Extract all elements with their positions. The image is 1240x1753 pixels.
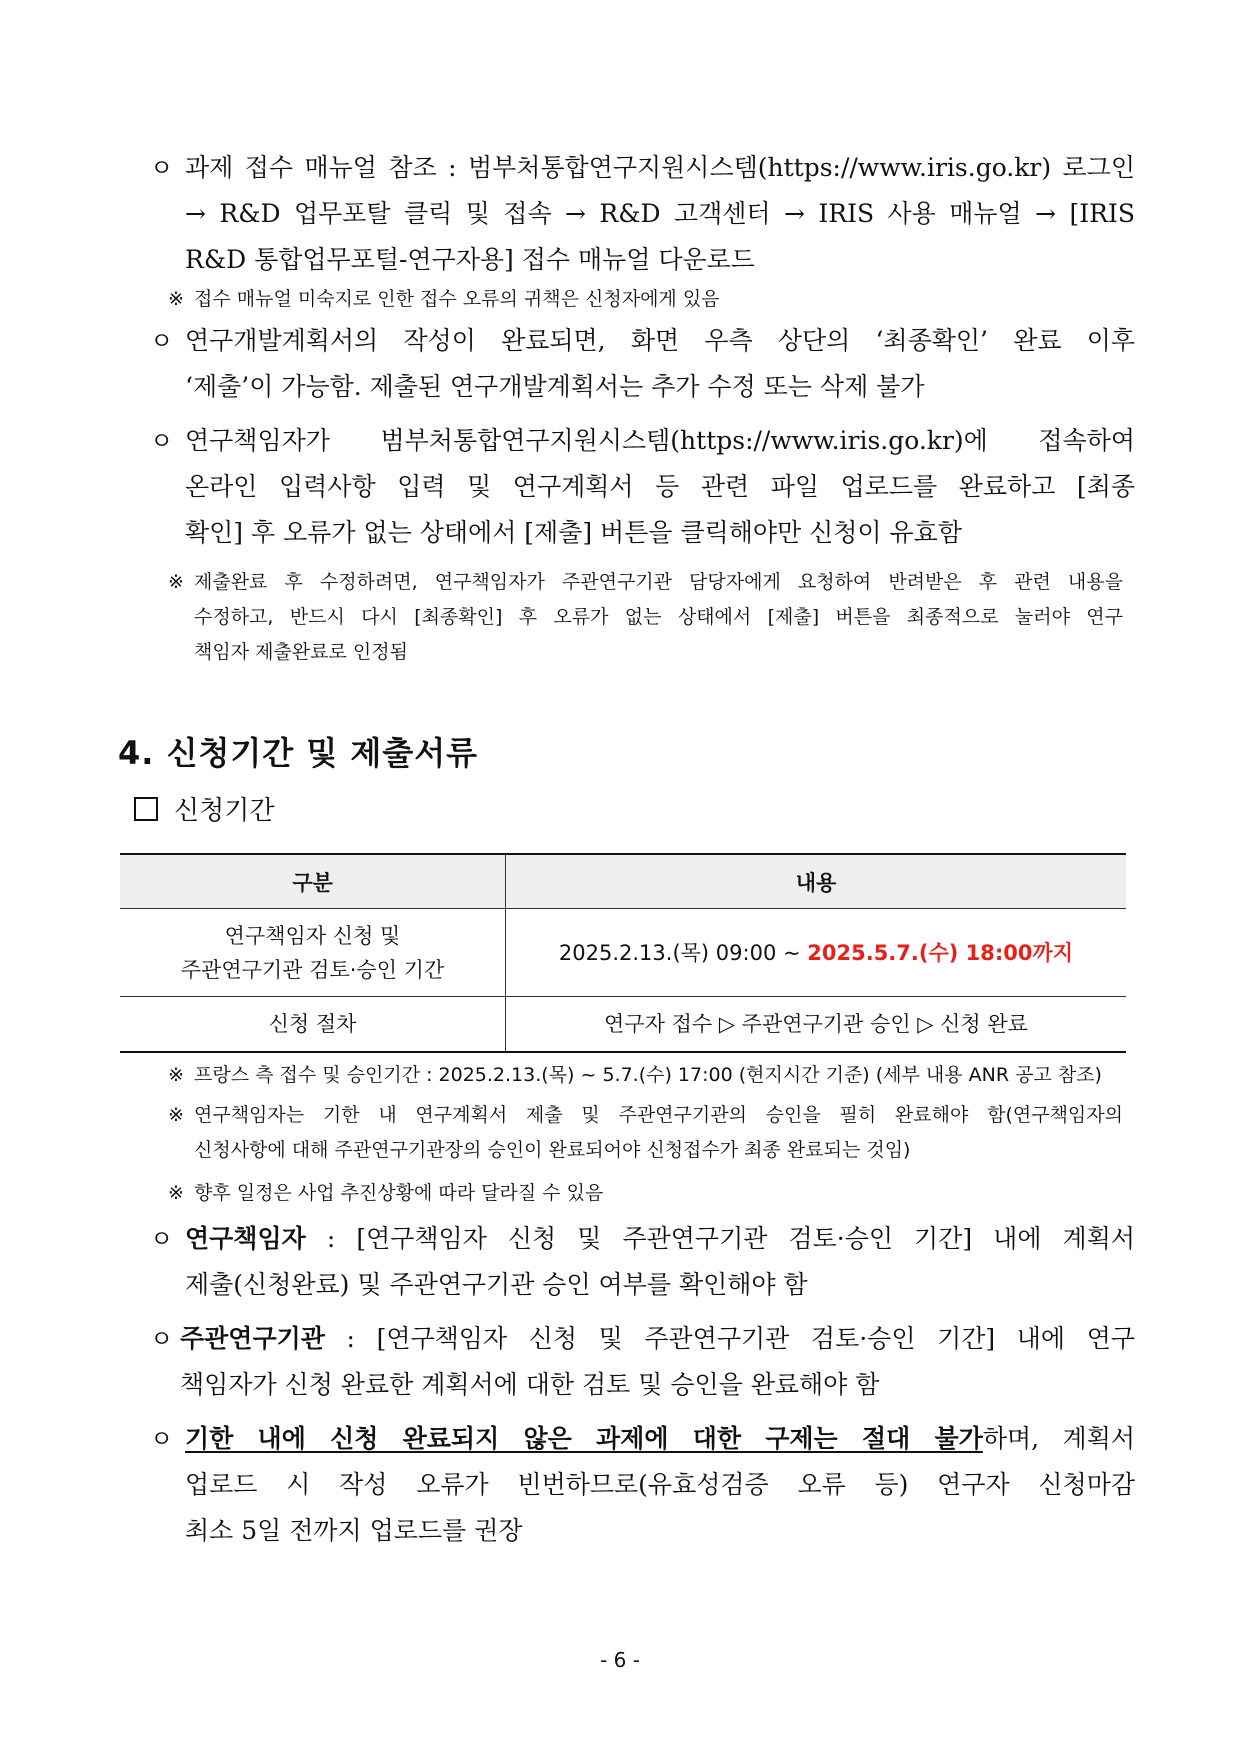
bullet-mark: ㅇ [150,327,174,355]
note-line: 신청사항에 대해 주관연구기관장의 승인이 완료되어야 신청접수가 최종 완료되는 것임) [194,1139,911,1161]
text-line: 확인] 후 오류가 없는 상태에서 [제출] 버튼을 클릭해야만 신청이 유효함 [185,518,962,547]
note-line: 연구책임자는 기한 내 연구계획서 제출 및 주관연구기관의 승인을 필히 완료해야 함(연구책임자의 [194,1104,1123,1126]
note-mark: ※ [168,1104,184,1126]
note-line: 향후 일정은 사업 추진상황에 따라 달라질 수 있음 [194,1182,604,1204]
row-label-line: 연구책임자 신청 및 [224,923,401,948]
text-line: 최소 5일 전까지 업로드를 권장 [185,1516,523,1545]
text-line [185,1416,1135,1462]
page-number: - 6 - [600,1648,640,1672]
bullet-mark: ㅇ [150,154,174,182]
underlined-warning: 기한 내에 신청 완료되지 않은 과제에 대한 구제는 절대 불가 [185,1424,983,1453]
bullet-principal-investigator [150,1216,1135,1308]
bullet-manual-reference [150,145,1135,283]
row-label-line: 주관연구기관 검토·승인 기간 [180,957,445,982]
note-line: 제출완료 후 수정하려면, 연구책임자가 주관연구기관 담당자에게 요청하여 반려받은 후 관련 내용을 [194,571,1123,593]
note-line: 수정하고, 반드시 다시 [최종확인] 후 오류가 없는 상태에서 [제출] 버튼을 최종적으로 눌러야 연구 [194,606,1123,628]
row-label: 신청 절차 [120,997,506,1053]
text-line: 과제 접수 매뉴얼 참조 : 범부처통합연구지원시스템(https://www.iris.go.kr) 로그인 [185,153,1135,182]
text-span: : [연구책임자 신청 및 주관연구기관 검토·승인 기간] 내에 계획서 [305,1224,1135,1253]
table-row [120,909,1126,997]
note-mark: ※ [168,571,184,593]
subsection-title [134,790,274,827]
note-france-period [168,1058,1123,1093]
row-value: 연구자 접수 ▷ 주관연구기관 승인 ▷ 신청 완료 [506,997,1127,1053]
bullet-mark: ㅇ [150,1425,174,1453]
table-row [120,997,1126,1053]
text-line: 연구개발계획서의 작성이 완료되면, 화면 우측 상단의 ‘최종확인’ 완료 이후 [185,326,1135,355]
note-line: 책임자 제출완료로 인정됨 [194,641,408,663]
checkbox-square-icon [134,797,158,821]
note-line: 접수 매뉴얼 미숙지로 인한 접수 오류의 귀책은 신청자에게 있음 [194,288,720,310]
note-manual-responsibility [168,282,1123,317]
note-mark: ※ [168,1064,184,1086]
bullet-mark: ㅇ [150,1225,174,1253]
text-line: 온라인 입력사항 입력 및 연구계획서 등 관련 파일 업로드를 완료하고 [최종 [185,472,1135,501]
text-line: 연구책임자가 범부처통합연구지원시스템(https://www.iris.go.kr)에 접속하여 [185,426,1135,455]
table-header-row [120,854,1126,909]
section-title: 4. 신청기간 및 제출서류 [118,734,479,772]
header-category: 구분 [120,854,506,909]
row-value [506,909,1127,997]
text-line: 제출(신청완료) 및 주관연구기관 승인 여부를 확인해야 함 [185,1270,808,1299]
text-line: 책임자가 신청 완료한 계획서에 대한 검토 및 승인을 완료해야 함 [180,1370,880,1399]
bullet-host-institution [150,1316,1135,1408]
text-line: → R&D 업무포탈 클릭 및 접속 → R&D 고객센터 → IRIS 사용 매뉴얼 → [IRIS [185,199,1135,228]
note-mark: ※ [168,288,184,310]
note-resubmission [168,565,1123,670]
application-period-table [120,853,1126,1053]
bullet-mark: ㅇ [150,427,174,455]
subsection-label: 신청기간 [174,796,275,826]
bullet-submission-validity [150,418,1135,556]
period-start: 2025.2.13.(목) 09:00 ~ [558,940,808,965]
header-content: 내용 [506,854,1127,909]
period-end-deadline: 2025.5.7.(수) 18:00까지 [807,940,1074,965]
note-mark: ※ [168,1182,184,1204]
text-span: : [연구책임자 신청 및 주관연구기관 검토·승인 기간] 내에 연구 [324,1324,1135,1353]
text-line: ‘제출’이 가능함. 제출된 연구개발계획서는 추가 수정 또는 삭제 불가 [185,372,925,401]
bullet-final-confirm [150,318,1135,410]
text-line [185,1216,1135,1262]
bullet-mark: ㅇ [150,1325,174,1353]
note-line: 프랑스 측 접수 및 승인기간 : 2025.2.13.(목) ~ 5.7.(수) 17:00 (현지시간 기준) (세부 내용 ANR 공고 참조) [194,1064,1102,1086]
bold-term: 주관연구기관 [180,1324,325,1353]
text-line: 업로드 시 작성 오류가 빈번하므로(유효성검증 오류 등) 연구자 신청마감 [185,1470,1135,1499]
text-span: 하며, 계획서 [982,1424,1135,1453]
row-label [120,909,506,997]
bold-term: 연구책임자 [185,1224,306,1253]
bullet-no-remedy [150,1416,1135,1554]
note-schedule-change [168,1176,1123,1211]
text-line: R&D 통합업무포털-연구자용] 접수 매뉴얼 다운로드 [185,245,755,274]
text-line [180,1316,1135,1362]
note-deadline-approval [168,1098,1123,1168]
